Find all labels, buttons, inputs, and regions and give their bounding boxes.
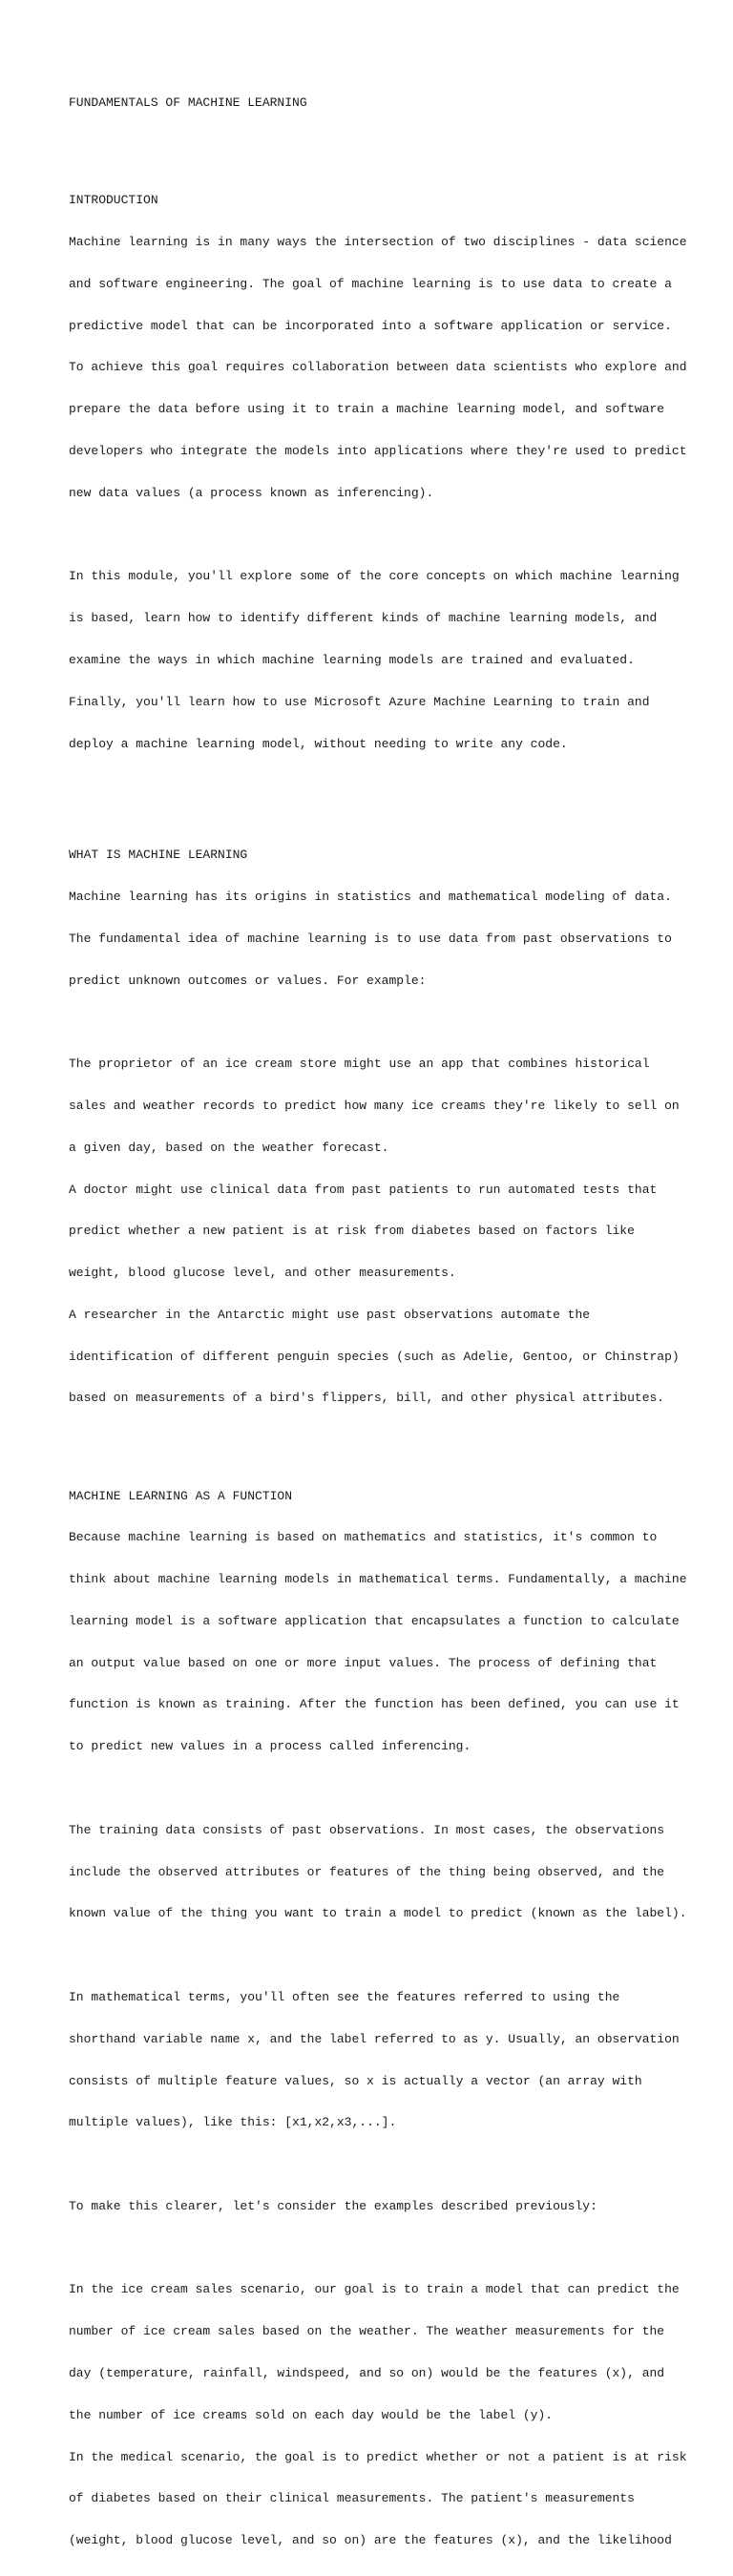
paragraph-line: A doctor might use clinical data from past patients to run automated tests that [69,1182,658,1197]
paragraph-line: number of ice cream sales based on the weather. The weather measurements for the [69,2324,665,2339]
spacer [69,2242,680,2256]
spacer [69,1434,680,1448]
section-heading-introduction: INTRODUCTION [69,193,158,208]
paragraph-line: new data values (a process known as inferencing). [69,485,434,500]
paragraph-line: based on measurements of a bird's flippers, bill, and other physical attributes. [69,1391,665,1406]
spacer [69,779,680,806]
paragraph-line: is based, learn how to identify different kinds of machine learning models, and [69,611,658,626]
paragraph-line: of diabetes based on their clinical measurements. The patient's measurements [69,2491,635,2506]
document-title: FUNDAMENTALS OF MACHINE LEARNING [69,95,307,111]
paragraph-line: a given day, based on the weather forecast. [69,1140,389,1155]
spacer [69,1949,680,1963]
paragraph-line: To make this clearer, let's consider the examples described previously: [69,2198,597,2213]
section-heading-what-is: WHAT IS MACHINE LEARNING [69,848,248,863]
document-body [69,69,687,2576]
spacer [69,529,680,543]
spacer [69,1016,680,1030]
paragraph-line: weight, blood glucose level, and other measurements. [69,1266,456,1281]
paragraph-line: shorthand variable name x, and the label referred to as y. Usually, an observation [69,2031,680,2046]
paragraph-line: (weight, blood glucose level, and so on) are the features (x), and the likelihood [69,2533,672,2548]
paragraph-line: day (temperature, rainfall, windspeed, and so on) would be the features (x), and [69,2365,665,2380]
paragraph-line: predict unknown outcomes or values. For example: [69,973,427,988]
section-heading-as-function: MACHINE LEARNING AS A FUNCTION [69,1488,293,1503]
paragraph-line: an output value based on one or more input values. The process of defining that [69,1655,658,1670]
paragraph-line: predict whether a new patient is at risk from diabetes based on factors like [69,1224,635,1239]
paragraph-line: developers who integrate the models into applications where they're used to predict [69,444,687,459]
paragraph-line: To achieve this goal requires collaboration between data scientists who explore and [69,360,687,375]
paragraph-line: The training data consists of past observations. In most cases, the observations [69,1822,665,1837]
paragraph-line: think about machine learning models in mathematical terms. Fundamentally, a machine [69,1572,687,1587]
paragraph-line: deploy a machine learning model, without needing to write any code. [69,736,568,751]
paragraph-line: In mathematical terms, you'll often see the features referred to using the [69,1989,620,2004]
paragraph-line: Machine learning has its origins in statistics and mathematical modeling of data. [69,890,672,905]
paragraph-line: Machine learning is in many ways the intersection of two disciplines - data science [69,235,687,250]
paragraph-line: identification of different penguin species (such as Adelie, Gentoo, or Chinstrap) [69,1349,680,1364]
paragraph-line: learning model is a software application that encapsulates a function to calculate [69,1613,680,1628]
paragraph-line: The proprietor of an ice cream store might use an app that combines historical [69,1057,650,1072]
paragraph-line: function is known as training. After the function has been defined, you can use it [69,1697,680,1712]
spacer [69,138,680,153]
paragraph-line: known value of the thing you want to train a model to predict (known as the label). [69,1906,687,1921]
paragraph-line: multiple values), like this: [x1,x2,x3,...]. [69,2115,397,2130]
spacer [69,2158,680,2172]
paragraph-line: In the ice cream sales scenario, our goal is to train a model that can predict the [69,2282,680,2297]
paragraph-line: and software engineering. The goal of machine learning is to use data to create a [69,276,672,291]
paragraph-line: Because machine learning is based on mathematics and statistics, it's common to [69,1530,658,1545]
paragraph-line: sales and weather records to predict how many ice creams they're likely to sell on [69,1098,680,1113]
paragraph-line: In this module, you'll explore some of the core concepts on which machine learning [69,569,680,584]
paragraph-line: Finally, you'll learn how to use Microsoft Azure Machine Learning to train and [69,694,650,709]
paragraph-line: prepare the data before using it to train a machine learning model, and software [69,402,665,417]
paragraph-line: examine the ways in which machine learning models are trained and evaluated. [69,652,635,667]
paragraph-line: predictive model that can be incorporated into a software application or service. [69,318,672,333]
spacer [69,1782,680,1796]
paragraph-line: include the observed attributes or features of the thing being observed, and the [69,1864,665,1879]
paragraph-line: In the medical scenario, the goal is to predict whether or not a patient is at risk [69,2449,687,2464]
paragraph-line: to predict new values in a process called inferencing. [69,1739,471,1754]
paragraph-line: The fundamental idea of machine learning is to use data from past observations to [69,931,672,946]
paragraph-line: A researcher in the Antarctic might use past observations automate the [69,1307,591,1322]
paragraph-line: consists of multiple feature values, so x is actually a vector (an array with [69,2073,642,2088]
paragraph-line: the number of ice creams sold on each day would be the label (y). [69,2407,554,2422]
